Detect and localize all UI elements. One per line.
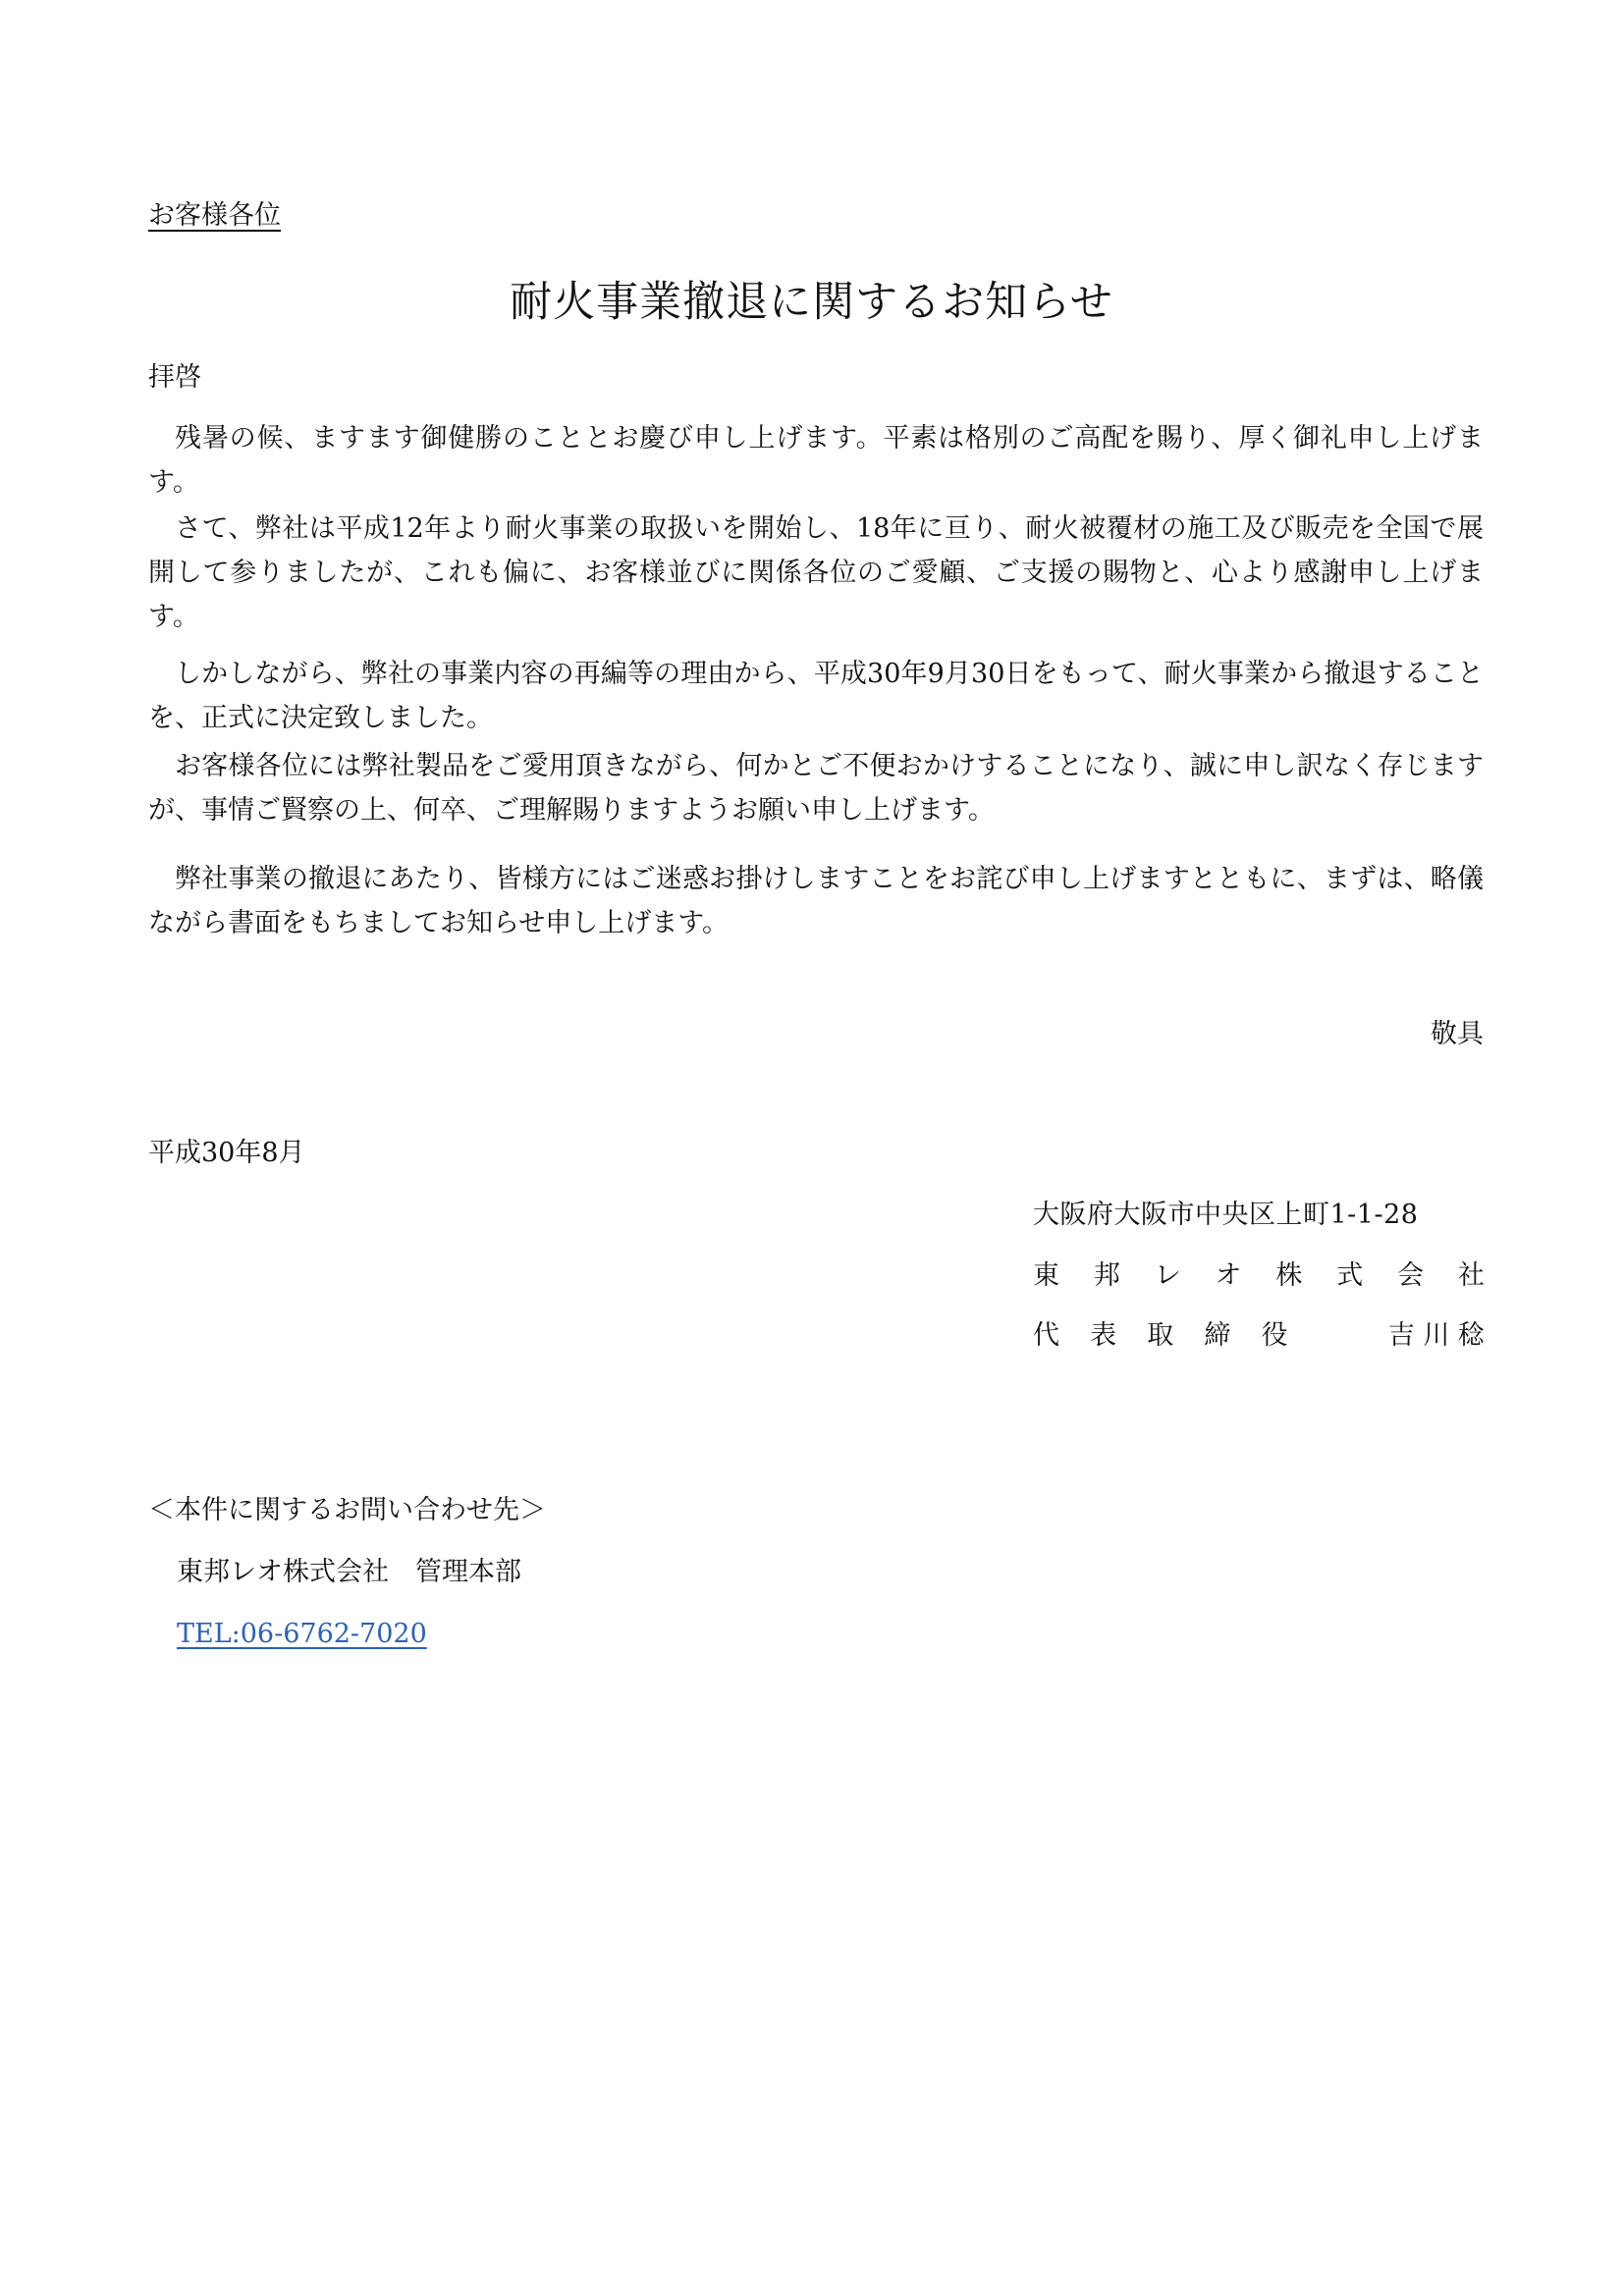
title-char: 役 bbox=[1261, 1320, 1288, 1351]
company-char: 邦 bbox=[1093, 1260, 1120, 1291]
sender-address: 大阪府大阪市中央区上町1-1-28 bbox=[1033, 1200, 1419, 1230]
body-paragraph-5: 弊社事業の撤退にあたり、皆様方にはご迷惑お掛けしますことをお詫び申し上げますとともに、まずは、略儀ながら書面をもちましてお知らせ申し上げます。 bbox=[148, 864, 1484, 938]
company-char: レ bbox=[1154, 1260, 1181, 1291]
contact-organization: 東邦レオ株式会社 管理本部 bbox=[177, 1557, 521, 1587]
contact-heading: ＜本件に関するお問い合わせ先＞ bbox=[148, 1495, 546, 1525]
body-paragraph-2: さて、弊社は平成12年より耐火事業の取扱いを開始し、18年に亘り、耐火被覆材の施工及び販売を全国で展開して参りましたが、これも偏に、お客様並びに関係各位のご愛顧、ご支援の賜物と、心より感謝申し上げます。 bbox=[148, 513, 1484, 632]
addressee: お客様各位 bbox=[148, 200, 281, 231]
company-char: 式 bbox=[1336, 1260, 1364, 1291]
company-char: 会 bbox=[1397, 1260, 1425, 1291]
opening-salutation: 拝啓 bbox=[148, 362, 201, 393]
company-char: オ bbox=[1215, 1260, 1242, 1291]
closing-salutation: 敬具 bbox=[1431, 1019, 1484, 1049]
body-paragraph-1: 残暑の候、ますます御健勝のこととお慶び申し上げます。平素は格別のご高配を賜り、厚く御礼申し上げます。 bbox=[148, 423, 1484, 498]
document-title: 耐火事業撤退に関するお知らせ bbox=[510, 278, 1113, 327]
body-paragraph-3: しかしながら、弊社の事業内容の再編等の理由から、平成30年9月30日をもって、耐火事業から撤退することを、正式に決定致しました。 bbox=[148, 659, 1484, 733]
title-char: 表 bbox=[1090, 1320, 1117, 1351]
company-char: 東 bbox=[1033, 1260, 1059, 1291]
title-char: 取 bbox=[1147, 1320, 1174, 1351]
sender-representative bbox=[1033, 1318, 1485, 1354]
sender-company bbox=[1033, 1258, 1485, 1294]
letter-date: 平成30年8月 bbox=[148, 1138, 305, 1168]
company-char: 株 bbox=[1275, 1260, 1303, 1291]
company-char: 社 bbox=[1457, 1260, 1485, 1291]
representative-name: 吉 川 稔 bbox=[1387, 1320, 1485, 1351]
contact-phone-link[interactable]: TEL:06-6762-7020 bbox=[177, 1619, 427, 1649]
title-char: 締 bbox=[1204, 1320, 1231, 1351]
spacer bbox=[1319, 1318, 1358, 1354]
body-paragraph-4: お客様各位には弊社製品をご愛用頂きながら、何かとご不便おかけすることになり、誠に申し訳なく存じますが、事情ご賢察の上、何卒、ご理解賜りますようお願い申し上げます。 bbox=[148, 751, 1484, 826]
title-char: 代 bbox=[1033, 1320, 1059, 1351]
